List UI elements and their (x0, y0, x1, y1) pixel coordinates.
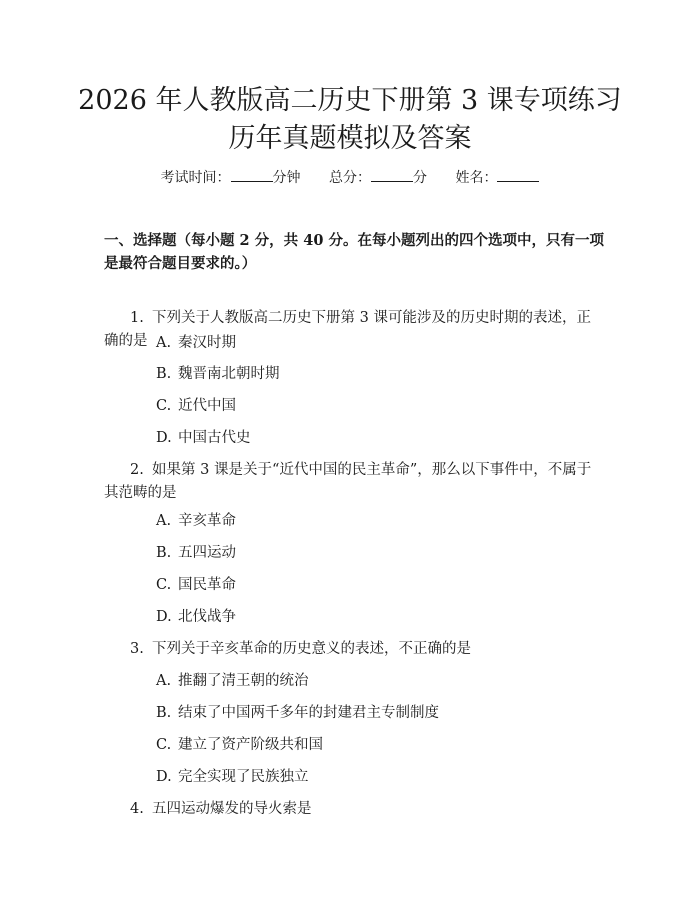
question-3 (104, 638, 604, 661)
option-letter: B. (156, 366, 172, 382)
section-heading-multiple-choice: 一、选择题（每小题 2 分，共 40 分。在每小题列出的四个选项中，只有一项是最符合题目要求的。） (104, 232, 604, 272)
option-letter: D. (156, 430, 172, 446)
question-text: 下列关于辛亥革命的历史意义的表述，不正确的是 (152, 641, 471, 657)
option-text: 结束了中国两千多年的封建君主专制制度 (178, 705, 439, 721)
option-3d[interactable] (156, 767, 309, 787)
option-text: 推翻了清王朝的统治 (178, 673, 309, 689)
option-2a[interactable] (156, 511, 236, 531)
question-text: 如果第 3 课是关于“近代中国的民主革命”，那么以下事件中，不属于其范畴的是 (104, 462, 592, 501)
option-3a[interactable] (156, 671, 309, 691)
option-letter: C. (156, 577, 172, 593)
option-letter: D. (156, 769, 172, 785)
option-letter: C. (156, 737, 172, 753)
option-text: 辛亥革命 (178, 513, 236, 529)
option-3c[interactable] (156, 735, 323, 755)
question-number: 3. (130, 641, 144, 657)
option-text: 中国古代史 (178, 430, 251, 446)
exam-time-label: 考试时间： (160, 170, 231, 186)
option-text: 完全实现了民族独立 (178, 769, 309, 785)
total-score-unit: 分 (413, 170, 427, 186)
option-letter: B. (156, 705, 172, 721)
question-4 (104, 798, 604, 821)
option-letter: C. (156, 398, 172, 414)
question-number: 4. (130, 801, 144, 817)
exam-time-blank[interactable] (231, 167, 273, 182)
question-text: 五四运动爆发的导火索是 (152, 801, 312, 817)
option-letter: A. (156, 513, 172, 529)
option-1c[interactable] (156, 396, 236, 416)
student-name-field (455, 167, 539, 188)
question-text: 下列关于人教版高二历史下册第 3 课可能涉及的历史时期的表述，正确的是 (104, 310, 591, 349)
question-2 (104, 459, 604, 505)
total-score-label: 总分： (329, 170, 371, 186)
option-text: 近代中国 (178, 398, 236, 414)
exam-time-unit: 分钟 (272, 170, 301, 186)
question-number: 1. (130, 310, 144, 326)
student-name-label: 姓名： (455, 170, 498, 186)
option-text: 五四运动 (178, 545, 236, 561)
question-number: 2. (130, 462, 144, 478)
option-text: 魏晋南北朝时期 (178, 366, 280, 382)
option-2b[interactable] (156, 543, 236, 563)
option-1b[interactable] (156, 364, 280, 384)
option-2c[interactable] (156, 575, 236, 595)
total-score-field (329, 167, 427, 188)
exam-title-line-2: 历年真题模拟及答案 (228, 123, 472, 154)
option-text: 秦汉时期 (178, 335, 236, 351)
option-1d[interactable] (156, 428, 251, 448)
exam-title-line-1: 2026 年人教版高二历史下册第 3 课专项练习 (78, 85, 622, 116)
option-text: 北伐战争 (178, 609, 236, 625)
option-letter: B. (156, 545, 172, 561)
option-letter: D. (156, 609, 172, 625)
option-text: 国民革命 (178, 577, 236, 593)
exam-info-line (0, 167, 700, 188)
option-2d[interactable] (156, 607, 236, 627)
option-text: 建立了资产阶级共和国 (178, 737, 323, 753)
total-score-blank[interactable] (371, 167, 413, 182)
option-letter: A. (156, 335, 172, 351)
option-1a[interactable] (156, 333, 236, 353)
option-letter: A. (156, 673, 172, 689)
exam-time-field (161, 167, 301, 188)
student-name-blank[interactable] (497, 167, 539, 182)
option-3b[interactable] (156, 703, 439, 723)
